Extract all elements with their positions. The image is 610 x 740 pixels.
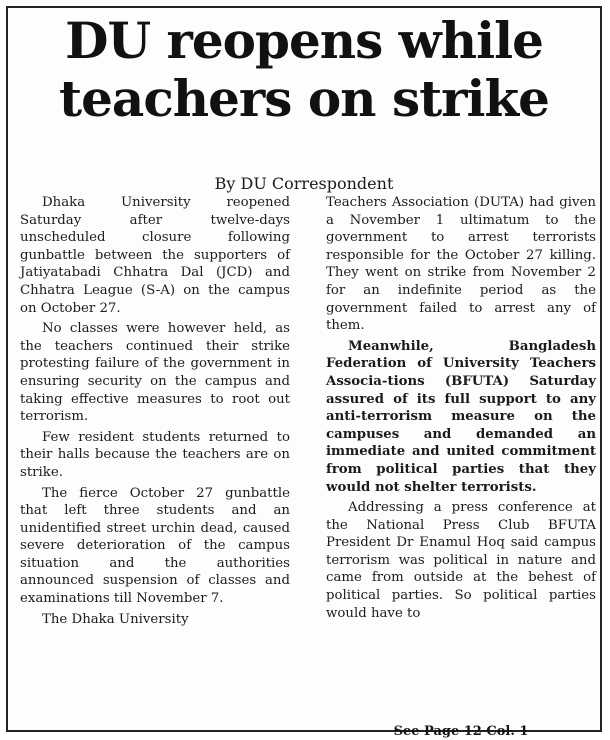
paragraph: Addressing a press conference at the National Press Club BFUTA President Dr Enamul Hoq said campus terrorism was political in nature and came from outside at the behest of political parties. So political parties would have to	[326, 500, 596, 621]
paragraph-continued: Teachers Association (DUTA) had given a November 1 ultimatum to the government to arrest terrorists responsible for the October 27 killing. They went on strike from November 2 for an indefinite period as the government failed to arrest any of them.	[326, 195, 596, 334]
continuation-note: See Page 12 Col. 1	[393, 724, 529, 739]
paragraph: Few resident students returned to their halls because the teachers are on strike.	[20, 429, 290, 480]
paragraph: No classes were however held, as the teachers continued their strike protesting failure of the government in ensuring security on the campus and taking effective measures to root out terrorism.	[20, 321, 290, 425]
headline-line-2: teachers on strike	[59, 69, 549, 128]
article-column-right	[326, 194, 596, 622]
headline-line-1: DU reopens while	[65, 11, 543, 70]
byline: By DU Correspondent	[214, 174, 394, 193]
headline	[8, 12, 600, 128]
paragraph: The Dhaka University	[42, 611, 189, 627]
paragraph: The fierce October 27 gunbattle that left three students and an unidentified street urchin dead, caused severe deterioration of the campus situation and the authorities announced suspension of classes and examinations till November 7.	[20, 485, 290, 607]
newspaper-clipping	[6, 6, 602, 739]
article-column-left	[20, 194, 290, 628]
paragraph: Dhaka University reopened Saturday after twelve-days unscheduled closure following gunbattle between the supporters of Jatiyatabadi Chhatra Dal (JCD) and Chhatra League (S-A) on the campus on October 27.	[20, 195, 290, 316]
paragraph: Meanwhile, Bangladesh Federation of University Teachers Associa-tions (BFUTA) Saturday assured of its full support to any anti-terrorism measure on the campuses and demanded an immediate and united commitment from political parties that they would not shelter terrorists.	[326, 338, 596, 495]
